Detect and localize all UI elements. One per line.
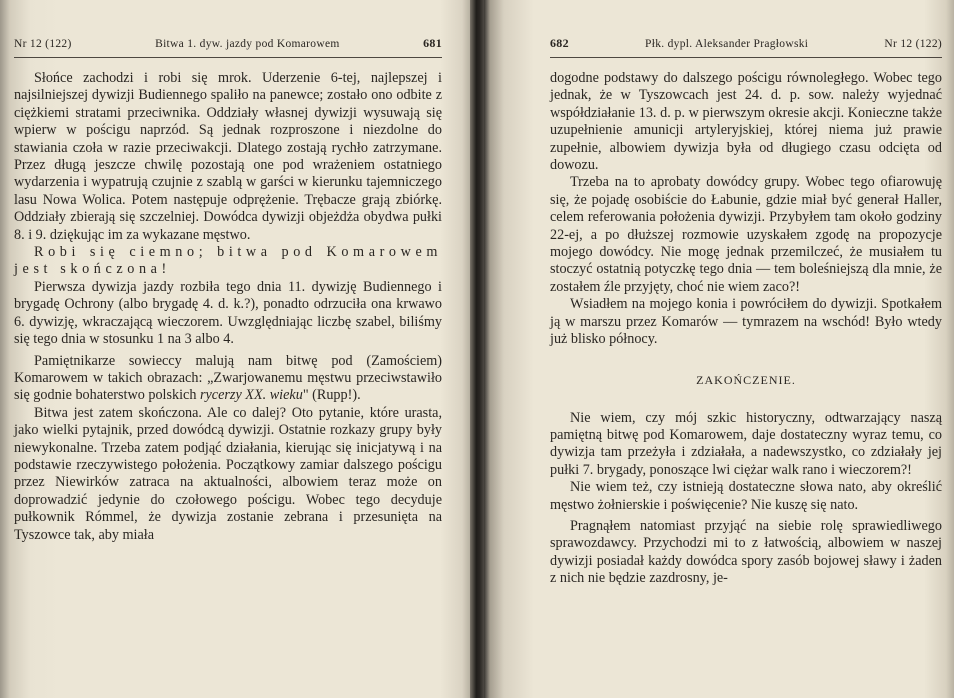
section-heading: ZAKOŃCZENIE. [696,372,796,387]
left-page [0,0,470,698]
running-title: Płk. dypl. Aleksander Pragłowski [645,38,809,50]
text-run: Pamiętnikarze sowieccy malują nam bitwę pod (Zamościem) Komarowem w takich obrazach: „Zwarjowanemu męstwu przeciwstawiło się godnie bohaterstwo polskich [14,352,442,404]
paragraph-spaced: Robi się ciemno; bitwa pod Komarowem jest skończona! [14,244,442,278]
page-number: 681 [423,36,442,50]
running-header [14,36,442,58]
paragraph: Słońce zachodzi i robi się mrok. Uderzenie 6-tej, najlepszej i najsilniejszej dywizji Budiennego spaliło na panewce; zostało ono odbite z ciężkiemi stratami przeciwnika. Oddziały własnej dywizji wysuwają się wpierw w pościgu naprzód. Są jednak rozproszone i niezdolne do stawiania czoła w razie przeciwakcji. Dlatego zostają rychło zatrzymane. Przez długą jeszcze chwilę pozostają one pod wrażeniem ostatniego wydarzenia i wypatrują czujnie z szablą w garści w kierunku tajemniczego lasu Nowa Wolica. Potem następuje odprężenie. Trębacze grają zbiórkę. Oddziały zbierają się szczelniej. Dowódca dywizji objeżdża obydwa pułki 8. i 9. dziękując im za wykazane męstwo. [14,70,442,243]
paragraph: Pragnąłem natomiast przyjąć na siebie rolę sprawiedliwego sprawozdawcy. Przychodzi mi to z łatwością, albowiem w naszej dywizji posiadał każdy dowódca spory zasób bojowej sławy i żaden z nich nie będzie zazdrosny, je- [550,517,942,587]
text-run: " (Rupp!). [302,387,361,404]
paragraph [14,353,442,405]
paragraph: Nie wiem, czy mój szkic historyczny, odtwarzający naszą pamiętną bitwę pod Komarowem, daje dostateczny wyraz temu, co dywizja tam przeżyła i zdziałała, a nadewszystko, co zdziałały jej pułki 7. brygady, ponoszące lwi ciężar walk rano i wieczorem?! [550,409,942,478]
paragraph: Trzeba na to aprobaty dowódcy grupy. Wobec tego ofiarowuję się, że pojadę osobiście do Łabunie, gdzie miał być generał Haller, celem referowania położenia dywizji. Przybyłem tam około godziny 22-ej, a po dłuższej rozmowie uzyskałem zgodę na propozycje mojego dowódcy. Nie mogę jednak przemilczeć, że musiałem tu stoczyć ostatnią potyczkę tego dnia — tem boleśniejszą dla mnie, że zostałem źle przyjęty, choć nie wiem zaco?! [550,174,942,295]
paragraph: Nie wiem też, czy istnieją dostateczne słowa nato, aby określić męstwo żołnierskie i poświęcenie? Nie kuszę się nato. [550,479,942,513]
page-number: 682 [550,36,569,50]
running-header [550,36,942,58]
paragraph: dogodne podstawy do dalszego pościgu równoległego. Wobec tego jednak, że w Tyszowcach jest 24. d. p. sow. należy wyjednać współdziałanie 13. d. p. w pierwszym okresie akcji. Konieczne także uzupełnienie amunicji artyleryjskiej, której niema już prawie zupełnie, albowiem dywizja była od długiego czasu odcięta od dowozu. [550,70,942,174]
paragraph: Wsiadłem na mojego konia i powróciłem do dywizji. Spotkałem ją w marszu przez Komarów — tymrazem na wschód! Było wtedy już blisko północy. [550,296,942,348]
italic-text: rycerzy XX. wieku [199,387,303,404]
issue-number: Nr 12 (122) [14,38,72,50]
right-page [484,0,954,698]
paragraph: Pierwsza dywizja jazdy rozbiła tego dnia 11. dywizję Budiennego i brygadę Ochrony (albo brygadę 4. d. k.?), ponadto odrzuciła ona krwawo 6. dywizję, wkraczającą wieczorem. Uwzględniając liczbę szabel, biliśmy się tego dnia w stosunku 1 na 3 albo 4. [14,278,442,348]
book-gutter [470,0,484,698]
issue-number: Nr 12 (122) [884,38,942,50]
running-title: Bitwa 1. dyw. jazdy pod Komarowem [155,38,340,50]
paragraph: Bitwa jest zatem skończona. Ale co dalej? Oto pytanie, które urasta, jako wielki pytajnik, przed dowódcą dywizji. Ostatnie rozkazy grupy były niewykonalne. Trzeba zatem podjąć działania, kierując się inicjatywą i na podstawie rzeczywistego położenia. Początkowy zamiar dalszego pościgu przez Niewirków zatraca na aktualności, albowiem teraz może on doprowadzić jedynie do czołowego pościgu. Wobec tego decyduje pułkownik Rómmel, że dywizja zostanie zebrana i przesunięta na Tyszowce tak, aby miała [14,404,442,543]
